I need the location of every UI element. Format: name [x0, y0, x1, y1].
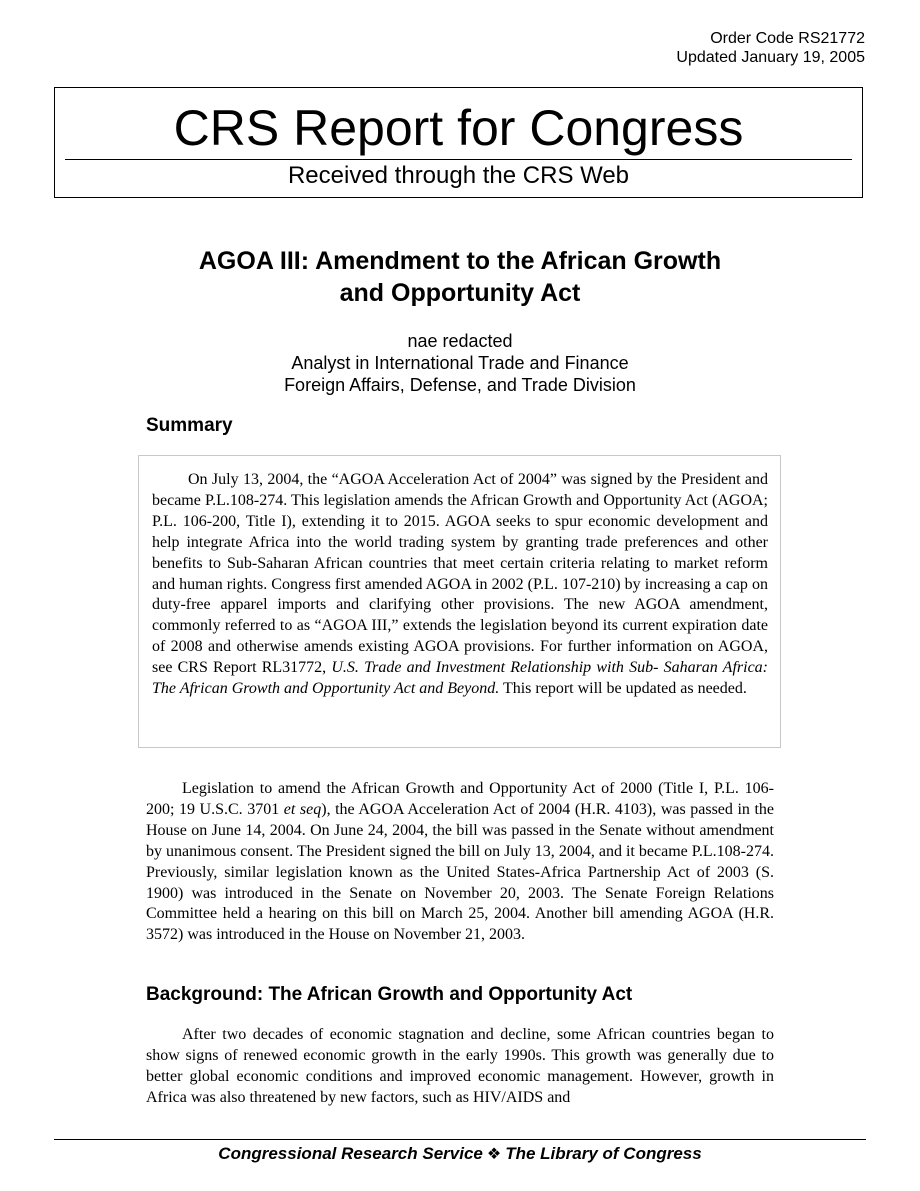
updated-date: Updated January 19, 2005: [676, 49, 865, 66]
body-paragraph-legislation: [146, 779, 774, 946]
footer-divider: [54, 1139, 866, 1140]
body-paragraph-background: After two decades of economic stagnation and decline, some African countries began to show signs of renewed economic growth in the early 1990s. This growth was generally due to better global economic conditions and improved economic management. However, growth in Africa was also threatened by new factors, such as HIV/AIDS and: [146, 1026, 774, 1106]
summary-box: [138, 455, 781, 748]
footer: [0, 1143, 920, 1166]
masthead: [54, 87, 863, 198]
order-info: [676, 29, 865, 67]
author-division: Foreign Affairs, Defense, and Trade Division: [284, 375, 636, 395]
diamond-icon: ❖: [486, 1146, 502, 1163]
report-title-line-1: AGOA III: Amendment to the African Growth: [198, 247, 722, 275]
masthead-subtitle: Received through the CRS Web: [287, 162, 630, 189]
para1-part-1: Legislation to amend the African Growth and Opportunity Act of 2000 (Title I, P.L. 106-200; 19 U.S.C. 3701: [146, 780, 774, 818]
report-title-line-2: and Opportunity Act: [339, 279, 581, 307]
footer-loc: The Library of Congress: [505, 1144, 702, 1163]
masthead-title: CRS Report for Congress: [173, 100, 744, 156]
masthead-divider: [65, 159, 852, 160]
para1-part-2: ), the AGOA Acceleration Act of 2004 (H.R. 4103), was passed in the House on June 14, 2004. On June 24, 2004, the bill was passed in the Senate without amendment by unanimous consent. The President signed the bill on July 13, 2004, and it became P.L.108-274. Previously, similar legislation known as the United States-Africa Partnership Act of 2003 (S. 1900) was introduced in the Senate on November 20, 2003. The Senate Foreign Relations Committee held a hearing on this bill on March 25, 2004. Another bill amending AGOA (H.R. 3572) was introduced in the House on November 21, 2003.: [146, 800, 775, 944]
report-title: [120, 245, 800, 309]
summary-text-part-1: On July 13, 2004, the “AGOA Acceleration Act of 2004” was signed by the President and became P.L.108-274. This legislation amends the African Growth and Opportunity Act (AGOA; P.L. 106-200, Title I), extending it to 2015. AGOA seeks to spur economic development and help integrate Africa into the world trading system by granting trade preferences and other benefits to Sub-Saharan African countries that meet certain criteria relating to market reform and human rights. Congress first amended AGOA in 2002 (P.L. 107-210) by increasing a cap on duty-free apparel imports and clarifying other provisions. The new AGOA amendment, commonly referred to as “AGOA III,” extends the legislation beyond its current expiration date of 2008 and otherwise amends existing AGOA provisions. For further information on AGOA, see CRS Report RL31772,: [152, 471, 768, 677]
author-block: [120, 330, 800, 396]
summary-report-title: U.S. Trade and Investment Relationship with Sub- Saharan Africa: The African Growth and Opportunity Act and Beyond.: [152, 659, 769, 698]
summary-text: [152, 470, 768, 700]
author-name: nae redacted: [407, 331, 513, 351]
para1-italic: et seq: [283, 800, 322, 818]
summary-heading: Summary: [146, 415, 233, 436]
background-heading: Background: The African Growth and Opportunity Act: [146, 984, 633, 1005]
author-role: Analyst in International Trade and Finance: [291, 353, 629, 373]
summary-text-part-2: This report will be updated as needed.: [499, 680, 747, 698]
order-code: Order Code RS21772: [710, 30, 865, 47]
footer-crs: Congressional Research Service: [218, 1144, 483, 1163]
